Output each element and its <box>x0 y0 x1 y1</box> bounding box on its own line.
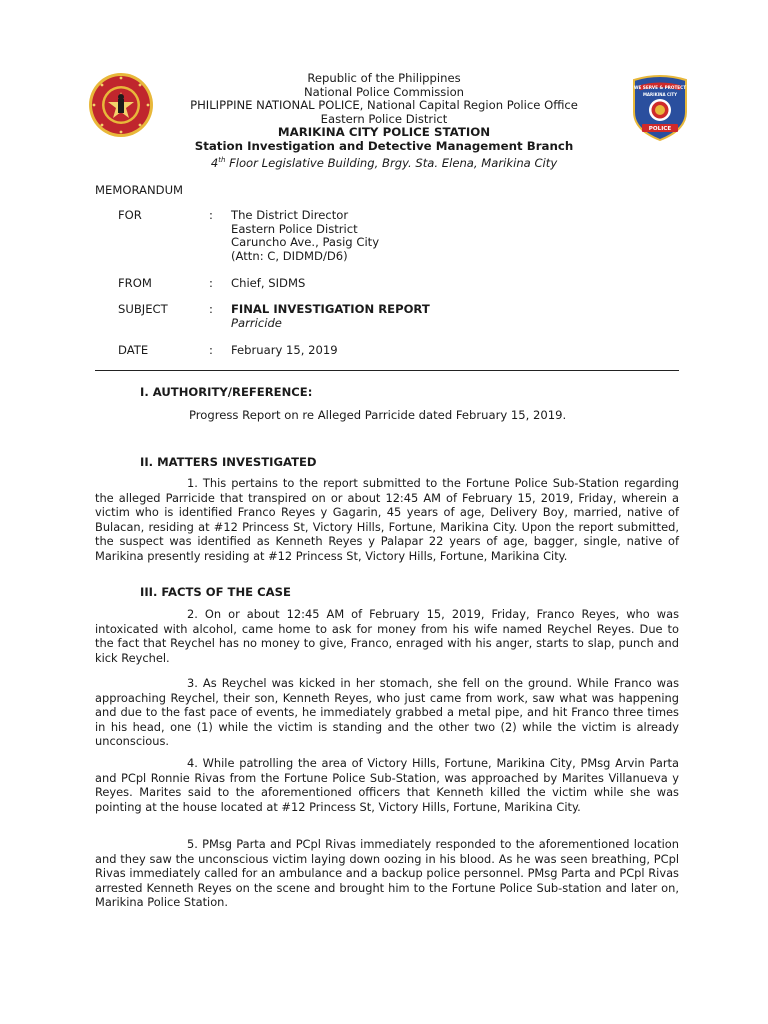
paragraph-5 <box>95 837 679 910</box>
shield-city: MARIKINA CITY <box>642 92 678 97</box>
from-value: Chief, SIDMS <box>231 276 306 290</box>
for-line: Caruncho Ave., Pasig City <box>231 235 380 250</box>
letterhead <box>150 72 618 170</box>
paragraph-1-text: 1. This pertains to the report submitted to the Fortune Police Sub-Station regarding the alleged Parricide that transpired on or about 12:45 AM of February 15, 2019, Friday, wherein a victim who is identified Franco Reyes y Gagarin, 45 years of age, Delivery Boy, married, native of Bulacan, residing at #12 Princess St, Victory Hills, Fortune, Marikina City. Upon the report submitted, the suspect was identified as Kenneth Reyes y Palapar 22 years of age, bagger, single, native of Marikina presently residing at #12 Princess St, Victory Hills, Fortune, Marikina City. <box>95 476 679 563</box>
paragraph-4-text: 4. While patrolling the area of Victory Hills, Fortune, Marikina City, PMsg Arvin Parta and PCpl Ronnie Rivas from the Fortune Police Sub-Station, was approached by Marites Villanueva y Reyes. Marites said to the aforementioned officers that Kenneth killed the victim while she was pointing at the house located at #12 Princess St, Victory Hills, Fortune, Marikina City. <box>95 756 679 814</box>
paragraph-1 <box>95 476 679 563</box>
shield-label: POLICE <box>648 126 672 133</box>
paragraph-5-text: 5. PMsg Parta and PCpl Rivas immediately responded to the aforementioned location and they saw the unconscious victim laying down oozing in his blood. As he was seen breathing, PCpl Rivas immediately called for an ambulance and a backup police personnel. PMsg Parta and PCpl Rivas arrested Kenneth Reyes on the scene and brought him to the Fortune Police Sub-station and later on, Marikina Police Station. <box>95 837 679 909</box>
subject-label: SUBJECT <box>118 302 168 316</box>
subject-subtitle: Parricide <box>231 315 282 330</box>
header-line-napolcom: National Police Commission <box>303 84 465 99</box>
header-line-address: 4th Floor Legislative Building, Brgy. Sta. Elena, Marikina City <box>210 155 558 170</box>
date-value: February 15, 2019 <box>231 343 338 357</box>
for-colon: : <box>209 208 213 222</box>
subject-title: FINAL INVESTIGATION REPORT <box>231 302 430 316</box>
from-label: FROM <box>118 276 152 290</box>
date-colon: : <box>209 343 213 357</box>
header-divider <box>95 370 679 371</box>
paragraph-2 <box>95 607 679 665</box>
memo-title: MEMORANDUM <box>95 183 184 197</box>
header-line-district: Eastern Police District <box>320 111 448 126</box>
subject-colon: : <box>209 302 213 316</box>
section-facts-heading: III. FACTS OF THE CASE <box>140 585 291 599</box>
paragraph-2-text: 2. On or about 12:45 AM of February 15, 2019, Friday, Franco Reyes, who was intoxicated with alcohol, came home to ask for money from his wife named Reychel Reyes. Due to the fact that Reychel has no money to give, Franco, enraged with his anger, starts to slap, punch and kick Reychel. <box>95 607 679 665</box>
date-label: DATE <box>118 343 149 357</box>
from-colon: : <box>209 276 213 290</box>
header-line-pnp: PHILIPPINE NATIONAL POLICE, National Capital Region Police Office <box>190 98 578 113</box>
subject-value <box>231 303 430 330</box>
for-line: The District Director <box>231 208 349 222</box>
section-authority-heading: I. AUTHORITY/REFERENCE: <box>140 385 313 399</box>
header-line-branch: Station Investigation and Detective Management Branch <box>194 138 574 153</box>
for-line: (Attn: C, DIDMD/D6) <box>231 248 348 263</box>
paragraph-3-text: 3. As Reychel was kicked in her stomach, she fell on the ground. While Franco was approaching Reychel, their son, Kenneth Reyes, who just came from work, saw what was happening and due to the fast pace of events, he immediately grabbed a metal pipe, and hit Franco three times in his head, one (1) while the victim is standing and the other two (2) while the victim is already unconscious. <box>95 676 679 748</box>
paragraph-4 <box>95 756 679 814</box>
shield-motto: WE SERVE & PROTECT <box>633 85 687 90</box>
for-value <box>231 209 379 263</box>
authority-reference-text: Progress Report on re Alleged Parricide dated February 15, 2019. <box>189 408 567 422</box>
for-line: Eastern Police District <box>231 221 358 236</box>
marikina-police-shield-logo <box>630 72 690 142</box>
header-line-station: MARIKINA CITY POLICE STATION <box>277 125 491 140</box>
pnp-seal-logo <box>88 72 154 138</box>
section-matters-heading: II. MATTERS INVESTIGATED <box>140 455 317 469</box>
paragraph-3 <box>95 676 679 749</box>
for-label: FOR <box>118 208 142 222</box>
header-line-republic: Republic of the Philippines <box>307 71 461 85</box>
